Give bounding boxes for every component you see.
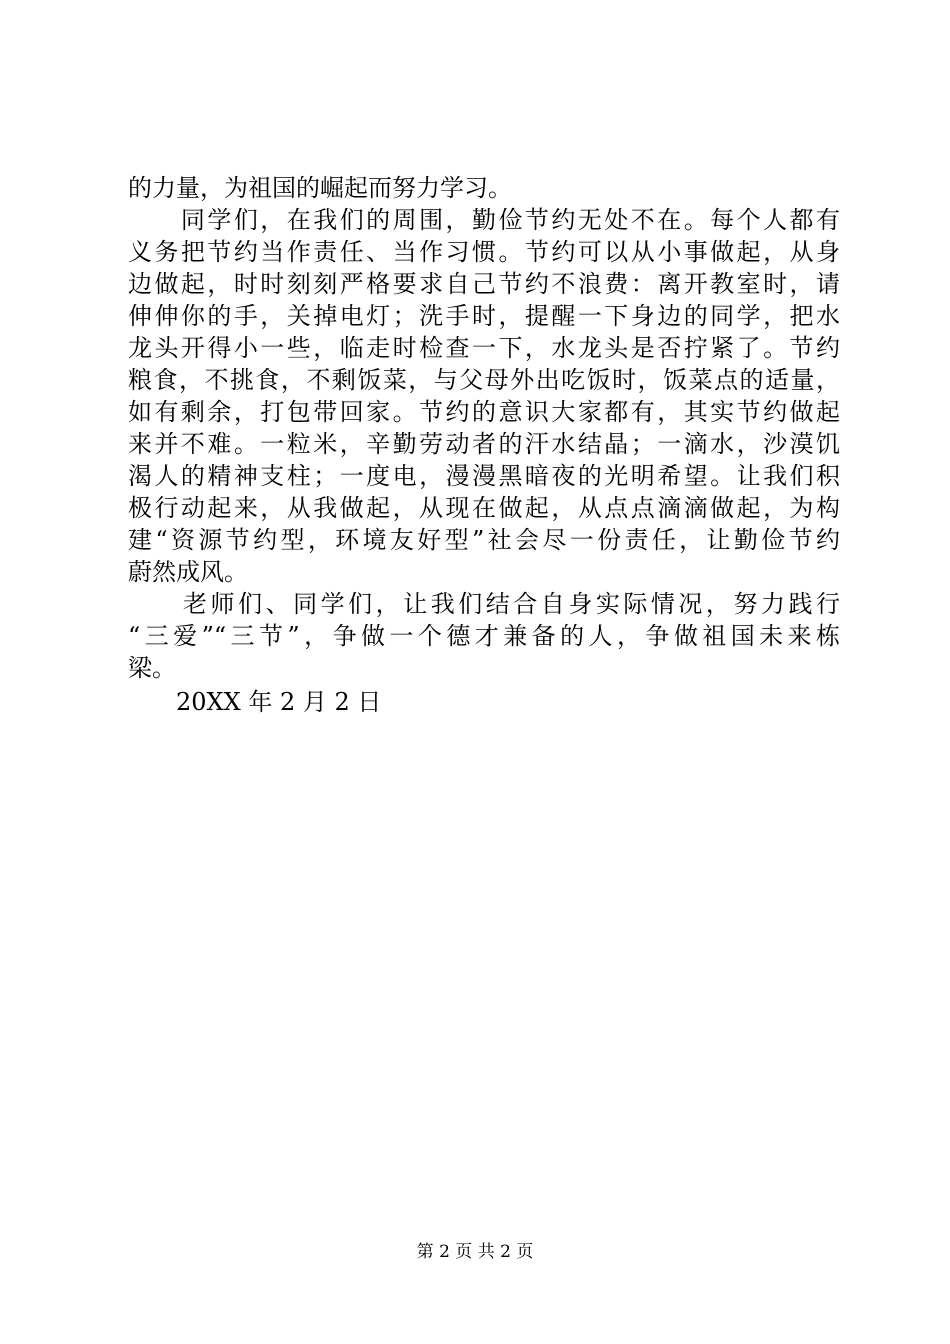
page-footer: 第 2 页 共 2 页 <box>416 1242 534 1262</box>
date-line: 20XX 年 2 月 2 日 <box>128 688 382 716</box>
text-line: 同学们，在我们的周围，勤俭节约无处不在。每个人都有 <box>128 206 840 234</box>
text-line: 义务把节约当作责任、当作习惯。节约可以从小事做起，从身 <box>128 238 840 266</box>
text-line: 龙头开得小一些，临走时检查一下，水龙头是否拧紧了。节约 <box>128 334 840 362</box>
text-line: 来并不难。一粒米，辛勤劳动者的汗水结晶；一滴水，沙漠饥 <box>128 430 840 458</box>
text-line: 梁。 <box>128 654 176 682</box>
text-line: 蔚然成风。 <box>128 558 248 586</box>
text-line: 老师们、同学们，让我们结合自身实际情况，努力践行 <box>128 590 840 618</box>
text-line: 的力量，为祖国的崛起而努力学习。 <box>128 174 512 202</box>
text-line: 极行动起来，从我做起，从现在做起，从点点滴滴做起，为构 <box>128 494 840 522</box>
text-line: 粮食，不挑食，不剩饭菜，与父母外出吃饭时，饭菜点的适量， <box>128 366 840 394</box>
text-line: 建“资源节约型，环境友好型”社会尽一份责任，让勤俭节约 <box>128 526 840 554</box>
text-line: 渴人的精神支柱；一度电，漫漫黑暗夜的光明希望。让我们积 <box>128 462 840 490</box>
text-line: 边做起，时时刻刻严格要求自己节约不浪费：离开教室时，请 <box>128 270 840 298</box>
text-line: 伸伸你的手，关掉电灯；洗手时，提醒一下身边的同学，把水 <box>128 302 840 330</box>
text-line: “三爱”“三节”，争做一个德才兼备的人，争做祖国未来栋 <box>128 622 840 650</box>
text-line: 如有剩余，打包带回家。节约的意识大家都有，其实节约做起 <box>128 398 840 426</box>
